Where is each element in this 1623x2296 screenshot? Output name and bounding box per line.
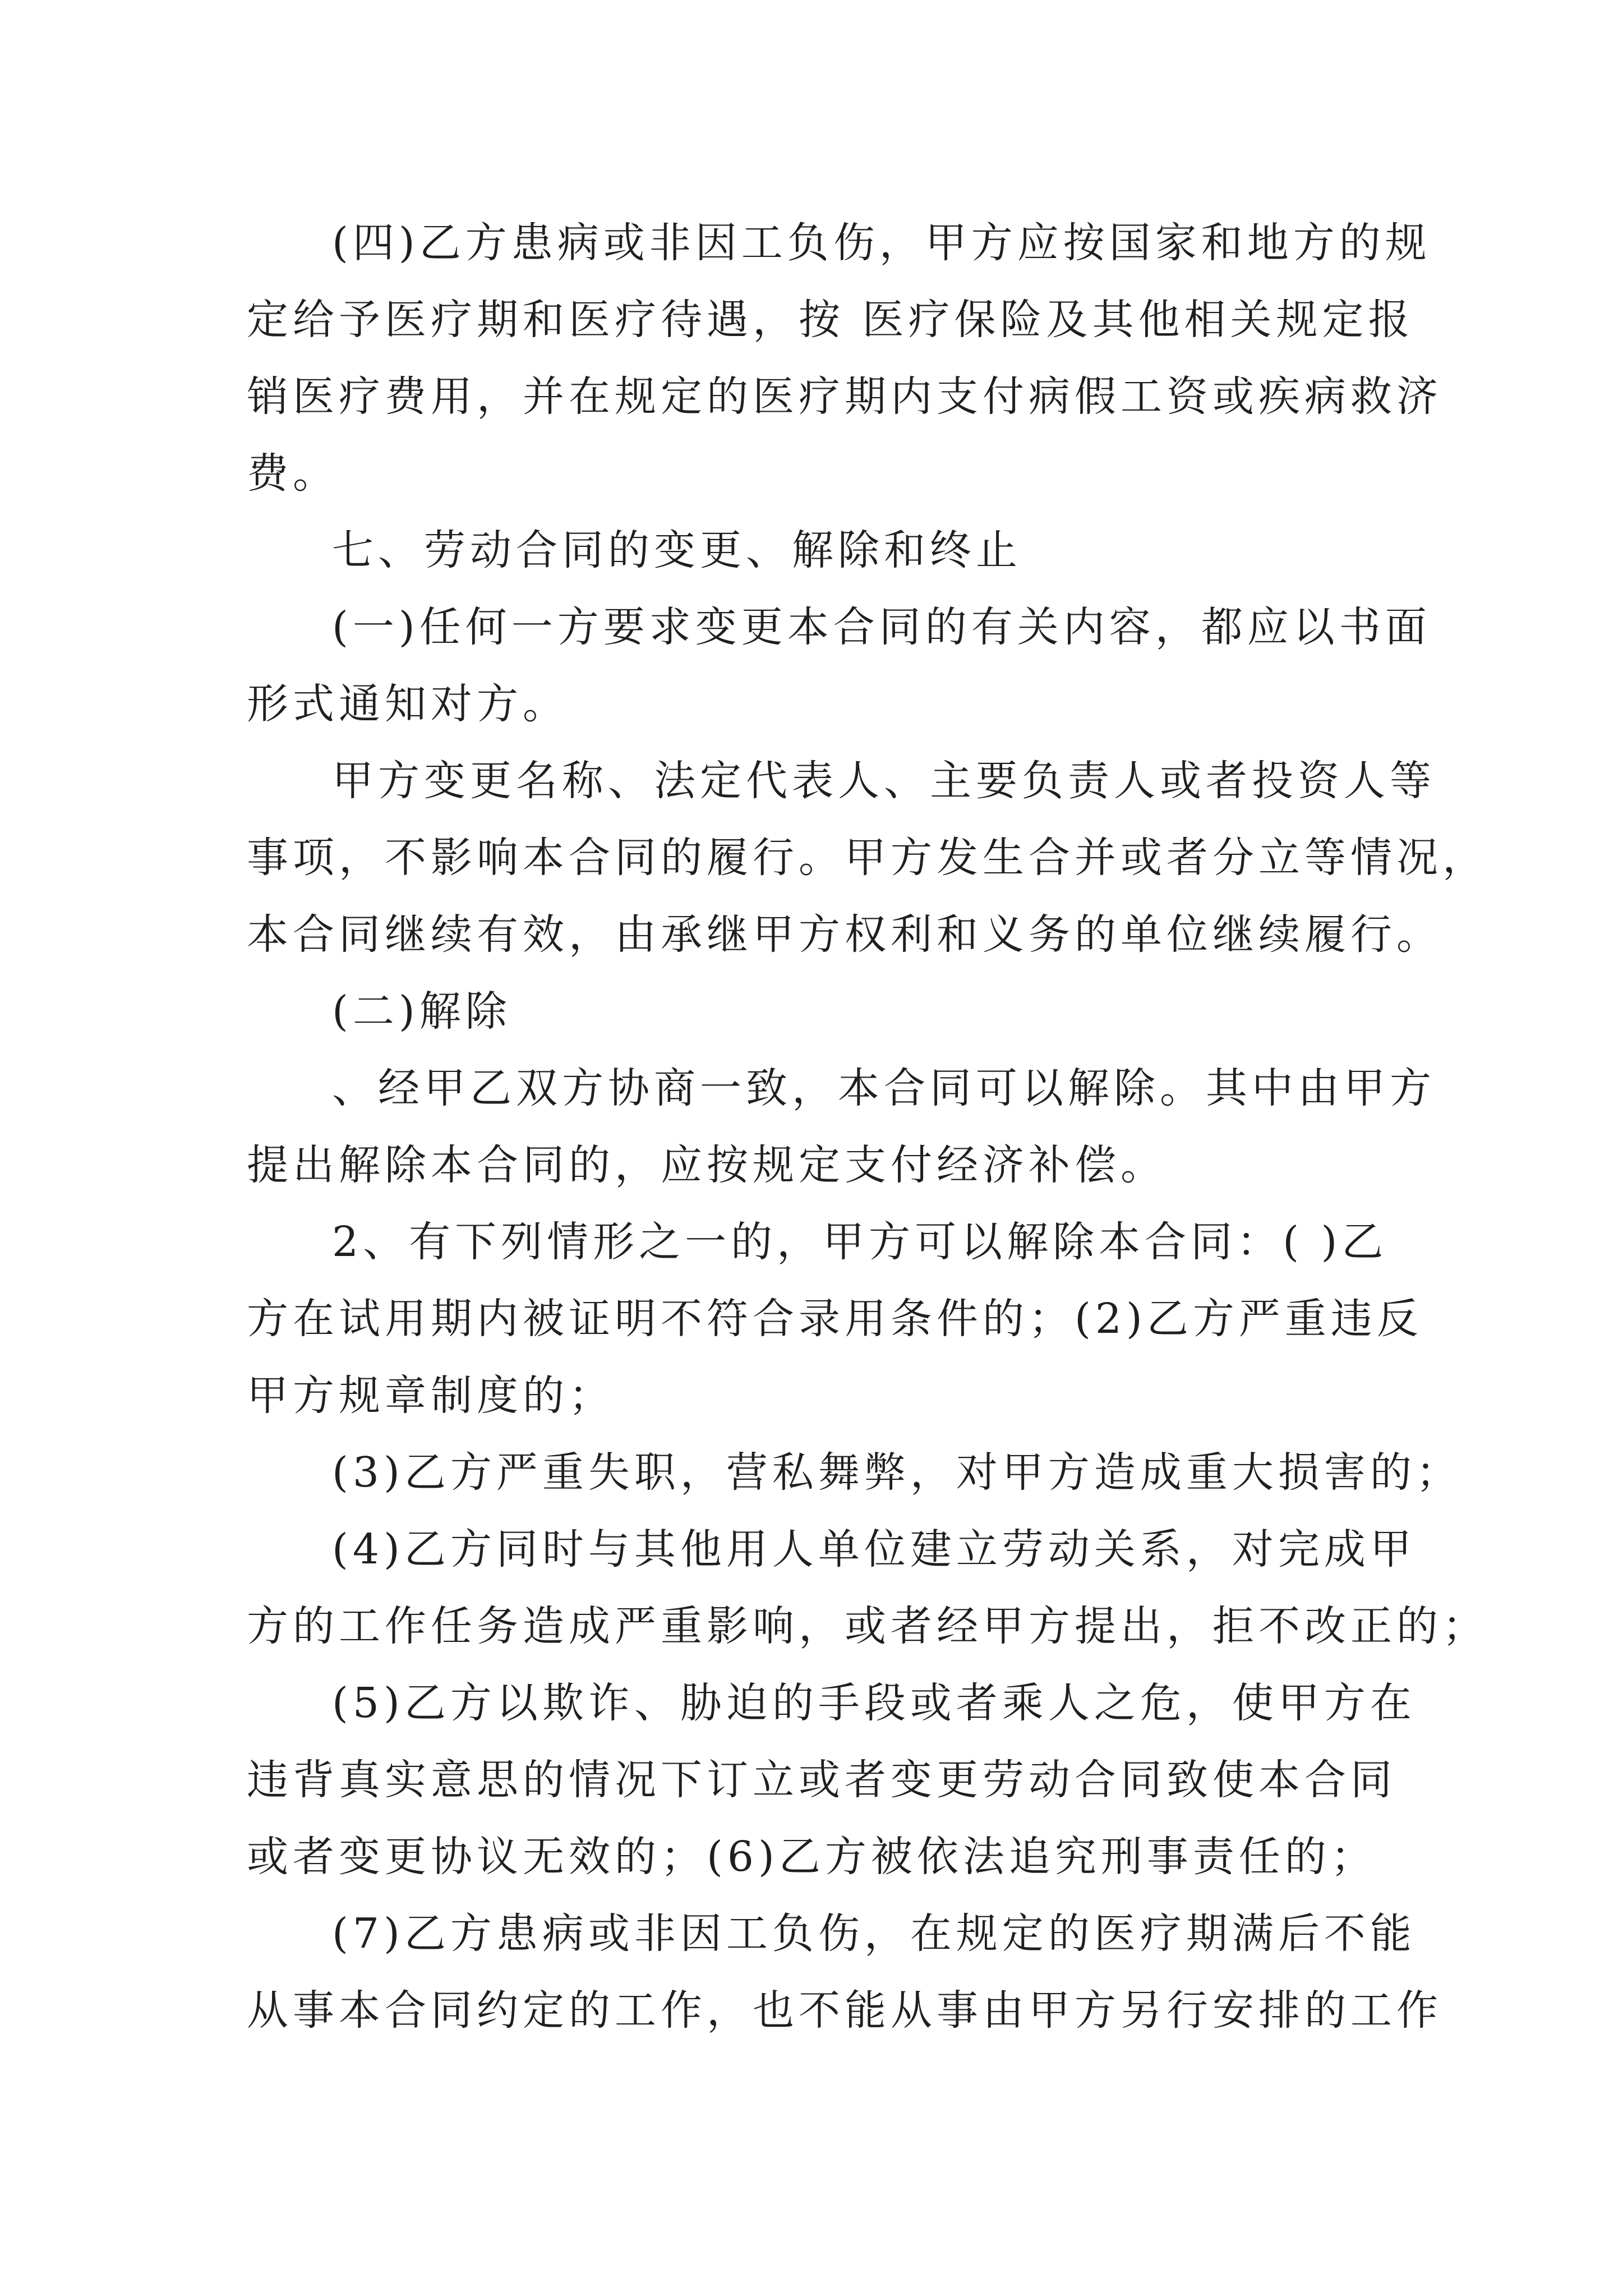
text-line: (3)乙方严重失职，营私舞弊，对甲方造成重大损害的； — [332, 1448, 1462, 1497]
text-line: (5)乙方以欺诈、胁迫的手段或者乘人之危，使甲方在 — [332, 1679, 1416, 1727]
text-line: 定给予医疗期和医疗待遇，按 医疗保险及其他相关规定报 — [247, 296, 1414, 344]
text-line: (四)乙方患病或非因工负伤，甲方应按国家和地方的规 — [332, 219, 1431, 267]
contract-text — [247, 205, 1488, 2049]
text-line: 甲方规章制度的； — [247, 1372, 615, 1420]
text-line: (4)乙方同时与其他用人单位建立劳动关系，对完成甲 — [332, 1525, 1416, 1573]
text-line: 或者变更协议无效的；(6)乙方被依法追究刑事责任的； — [247, 1833, 1377, 1881]
subsection-heading: (二)解除 — [332, 987, 511, 1036]
text-line: 违背真实意思的情况下订立或者变更劳动合同致使本合同 — [247, 1756, 1396, 1804]
text-line: 费。 — [247, 449, 339, 498]
text-line: 形式通知对方。 — [247, 680, 569, 728]
text-line: 甲方变更名称、法定代表人、主要负责人或者投资人等 — [332, 757, 1436, 805]
text-line: (一)任何一方要求变更本合同的有关内容，都应以书面 — [332, 603, 1431, 651]
text-line: 本合同继续有效，由承继甲方权利和义务的单位继续履行。 — [247, 910, 1442, 959]
text-line: 方在试用期内被证明不符合录用条件的；(2)乙方严重违反 — [247, 1295, 1423, 1343]
text-line: 事项，不影响本合同的履行。甲方发生合并或者分立等情况， — [247, 834, 1488, 882]
text-line: 2、有下列情形之一的，甲方可以解除本合同：( )乙 — [332, 1218, 1388, 1266]
text-line: (7)乙方患病或非因工负伤，在规定的医疗期满后不能 — [332, 1910, 1416, 1958]
section-heading: 七、劳动合同的变更、解除和终止 — [332, 526, 1022, 574]
text-line: 、经甲乙双方协商一致，本合同可以解除。其中由甲方 — [332, 1064, 1436, 1112]
text-line: 销医疗费用，并在规定的医疗期内支付病假工资或疾病救济 — [247, 372, 1442, 421]
text-line: 提出解除本合同的，应按规定支付经济补偿。 — [247, 1141, 1166, 1189]
text-line: 从事本合同约定的工作，也不能从事由甲方另行安排的工作 — [247, 1986, 1442, 2035]
text-line: 方的工作任务造成严重影响，或者经甲方提出，拒不改正的； — [247, 1602, 1488, 1650]
